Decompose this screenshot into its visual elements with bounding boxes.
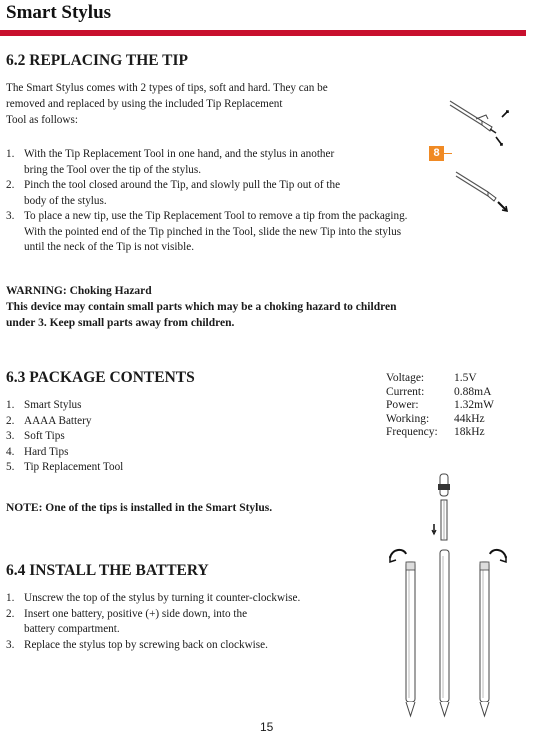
spec-row [386, 372, 494, 386]
step-line: With the pointed end of the Tip pinched in the Tool, slide the new Tip into the stylus [24, 225, 402, 238]
intro-line: removed and replaced by using the included Tip Replacement [6, 98, 283, 110]
step-line: body of the stylus. [24, 194, 107, 207]
step-number: 1. [6, 592, 15, 604]
spec-value: 0.88mA [454, 385, 492, 398]
section-intro [6, 80, 426, 128]
step-line: To place a new tip, use the Tip Replacement Tool to remove a tip from the packaging. [24, 210, 408, 222]
step-line: until the neck of the Tip is not visible. [24, 241, 194, 253]
step-number: 2. [6, 179, 15, 191]
spec-value: 44kHz [454, 412, 485, 425]
section-title-install-battery: 6.4 INSTALL THE BATTERY [6, 562, 209, 579]
tip-pull-illustration-icon [452, 168, 512, 213]
list-item [6, 607, 386, 638]
item-number: 2. [6, 414, 15, 427]
step-line: Pinch the tool closed around the Tip, and slowly pull the Tip out of the [24, 179, 341, 191]
list-item [6, 414, 306, 430]
page-header-title: Smart Stylus [6, 2, 112, 23]
spec-row [386, 386, 494, 400]
header-divider-bar [0, 30, 526, 36]
spec-row [386, 413, 494, 427]
spec-label: Voltage: [386, 372, 425, 384]
list-item [6, 209, 526, 256]
step-line: battery compartment. [24, 623, 120, 635]
step-line: Insert one battery, positive (+) side down, into the [24, 607, 248, 620]
spec-value: 18kHz [454, 426, 485, 438]
item-number: 5. [6, 461, 15, 473]
item-number: 3. [6, 430, 15, 442]
spec-table [386, 372, 494, 440]
section-title-package-contents: 6.3 PACKAGE CONTENTS [6, 369, 195, 386]
item-text: Hard Tips [24, 445, 69, 458]
step-line: bring the Tool over the tip of the stylus. [24, 163, 202, 176]
step-number: 2. [6, 607, 15, 620]
list-item [6, 398, 306, 414]
callout-leader-line [444, 153, 452, 154]
item-text: AAAA Battery [24, 414, 92, 427]
item-number: 4. [6, 445, 15, 458]
battery-steps-list [6, 591, 386, 653]
item-text: Soft Tips [24, 430, 65, 442]
spec-row [386, 399, 494, 413]
callout-badge: 8 [429, 146, 444, 161]
spec-value: 1.5V [454, 372, 477, 384]
spec-value: 1.32mW [454, 399, 494, 411]
package-contents-list [6, 398, 306, 476]
intro-line: Tool as follows: [6, 114, 78, 126]
battery-install-illustration-icon [388, 470, 518, 720]
list-item [6, 147, 526, 178]
tip-steps-list [6, 147, 526, 256]
spec-label: Frequency: [386, 426, 438, 438]
step-line: With the Tip Replacement Tool in one hand, and the stylus in another [24, 148, 335, 160]
tip-tool-illustration-icon [446, 95, 516, 150]
package-note: NOTE: One of the tips is installed in the Smart Stylus. [6, 502, 273, 514]
spec-label: Current: [386, 385, 425, 398]
spec-label: Power: [386, 399, 419, 411]
list-item [6, 445, 306, 461]
spec-label: Working: [386, 412, 430, 425]
item-text: Smart Stylus [24, 399, 82, 411]
warning-block [6, 283, 526, 331]
item-text: Tip Replacement Tool [24, 461, 124, 473]
warning-title: WARNING: Choking Hazard [6, 285, 152, 297]
item-number: 1. [6, 399, 15, 411]
warning-line: This device may contain small parts which may be a choking hazard to children [6, 301, 397, 313]
step-number: 1. [6, 148, 15, 160]
list-item [6, 638, 386, 654]
step-line: Unscrew the top of the stylus by turning it counter-clockwise. [24, 592, 301, 604]
list-item [6, 429, 306, 445]
step-line: Replace the stylus top by screwing back on clockwise. [24, 638, 268, 651]
list-item [6, 178, 526, 209]
spec-row [386, 426, 494, 440]
step-number: 3. [6, 638, 15, 651]
step-number: 3. [6, 210, 15, 222]
intro-line: The Smart Stylus comes with 2 types of tips, soft and hard. They can be [6, 82, 328, 94]
section-title-replacing-tip: 6.2 REPLACING THE TIP [6, 52, 189, 69]
warning-line: under 3. Keep small parts away from children. [6, 317, 235, 329]
page-number: 15 [260, 720, 274, 734]
list-item [6, 460, 306, 476]
list-item [6, 591, 386, 607]
